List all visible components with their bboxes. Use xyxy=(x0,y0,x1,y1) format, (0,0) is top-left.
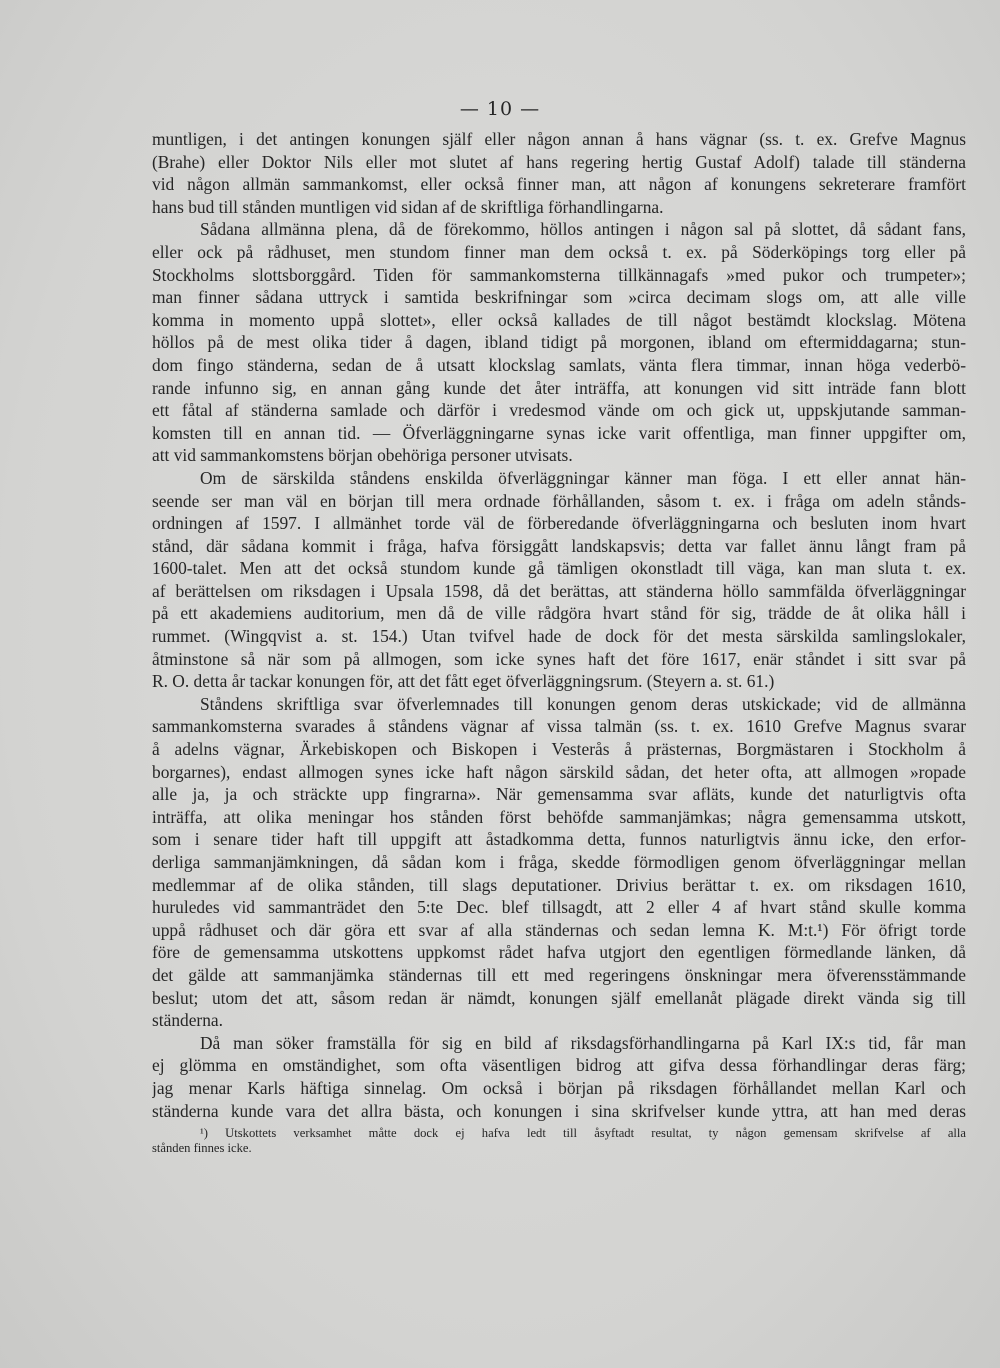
text-line: Stockholms slottsborggård. Tiden för sammankomsterna tillkännagafs »med pukor och trumpeter»; xyxy=(152,264,966,285)
text-line: Om de särskilda ståndens enskilda öfverläggningar känner man föga. I ett eller annat hän- xyxy=(200,467,966,488)
text-line: uppå rådhuset och där göra ett svar af alla ständernas och sedan lemna K. M:t.¹) För öfrigt torde xyxy=(152,919,966,940)
text-line: som i senare tider haft till uppgift att åstadkomma detta, funnos naturligtvis ännu icke, den erfor- xyxy=(152,829,966,850)
text-line: komma in momento uppå slottet», eller också kallades de till något bestämdt klockslag. Mötena xyxy=(152,309,966,330)
text-line: Ståndens skriftliga svar öfverlemnades till konungen genom deras utskickade; vid de allmänna xyxy=(200,693,966,714)
text-line: borgarnes), endast allmogen synes icke haft någon särskild sådan, det heter ofta, att allmogen »ropade xyxy=(152,761,966,782)
text-line: sammankomsterna svarades å ståndens vägnar af vissa talmän (ss. t. ex. 1610 Grefve Magnus svarar xyxy=(152,716,966,737)
text-line: ej glömma en omständighet, som ofta väsentligen bidrog att gifva dessa förhandlingar deras färg; xyxy=(152,1055,966,1076)
text-line: stånd, där sådana kommit i fråga, hafva försiggått landskapsvis; detta var fallet ännu långt fram på xyxy=(152,535,966,556)
text-line: jag menar Karls häftiga sinnelag. Om också i början på riksdagen förhållandet mellan Karl och xyxy=(152,1077,966,1098)
text-line: komsten till en annan tid. — Öfverläggningarne synas icke varit offentliga, man finner uppgifter om, xyxy=(152,422,966,443)
text-line: att vid sammankomstens början obehöriga personer utvisats. xyxy=(152,445,573,466)
footnote-line: stånden finnes icke. xyxy=(152,1141,252,1155)
text-line: vid någon allmän sammankomst, eller också finner man, att någon af konungens sekreterare framfört xyxy=(152,174,966,195)
text-line: eller ock på rådhuset, men stundom finner man dem också t. ex. på Söderköpings torg eller på xyxy=(152,241,966,262)
footnotes xyxy=(152,1126,966,1156)
text-line: hans bud till stånden muntligen vid sidan af de skriftliga förhandlingarna. xyxy=(152,196,664,217)
text-line: höllos på de mest olika tider å dagen, ibland tidigt på morgonen, ibland om eftermiddagarna; stun- xyxy=(152,332,966,353)
text-line: Då man söker framställa för sig en bild af riksdagsförhandlingarna på Karl IX:s tid, får man xyxy=(200,1032,966,1053)
text-line: muntligen, i det antingen konungen själf eller någon annan å hans vägnar (ss. t. ex. Grefve Magnus xyxy=(152,129,966,149)
text-line: före de gemensamma utskottens uppkomst rådet hafva utgjort den egentligen förmedlande länken, då xyxy=(152,942,966,963)
text-line: dom fingo ständerna, sedan de å utsatt klockslag samlats, vänta flera timmar, innan höga vederbö- xyxy=(152,354,966,375)
text-line: R. O. detta år tackar konungen för, att det fått eget öfverläggningsrum. (Steyern a. st. 61.) xyxy=(152,671,775,692)
text-line: man finner sådana uttryck i samtida beskrifningar som »circa decimam slogs om, att alle ville xyxy=(152,287,966,308)
text-line: medlemmar af de olika stånden, till slags deputationer. Drivius berättar t. ex. om riksdagen 1610, xyxy=(152,874,966,895)
text-line: rummet. (Wingqvist a. st. 154.) Utan tvifvel hade de dock för det mesta särskilda samlingslokaler, xyxy=(152,626,966,647)
text-line: huruledes vid sammanträdet den 5:te Dec. blef tillsagdt, att 2 eller 4 af hvart stånd skulle komma xyxy=(152,897,966,918)
text-line: af berättelsen om riksdagen i Upsala 1598, då det berättas, att ständerna höllo sammfälda öfverläggningar xyxy=(152,580,966,601)
text-line: inträffa, att olika meningar hos stånden först behöfde sammanjämkas; några gemensamma utskott, xyxy=(152,806,966,827)
text-line: ett fåtal af ständerna samlade och därför i vredesmod vände om och gick ut, uppskjutande samman- xyxy=(152,400,966,421)
text-line: seende ser man väl en början till mera ordnade förhållanden, såsom t. ex. i fråga om adeln stånds- xyxy=(152,490,966,511)
page-number: — 10 — xyxy=(459,98,541,120)
text-line: 1600-talet. Men att det också stundom kunde gå tämligen okonstladt till väga, kan man sluta t. ex. xyxy=(152,558,966,579)
text-line: derliga sammanjämkningen, då sådan kom i fråga, skedde förmodligen genom öfverläggningar mellan xyxy=(152,852,966,872)
text-line: åtminstone så när som på allmogen, som icke synes haft det före 1617, enär ståndet i sitt svar på xyxy=(152,648,966,669)
text-line: Sådana allmänna plena, då de förekommo, höllos antingen i någon sal på slottet, då sådant fans, xyxy=(200,219,966,240)
text-line: (Brahe) eller Doktor Nils eller mot slutet af hans regering hertig Gustaf Adolf) talade till ständerna xyxy=(152,151,966,172)
text-line: alle ja, ja och sträckte upp fingrarna». När gemensamma svar afläts, kunde det naturligtvis ofta xyxy=(152,784,966,805)
text-line: beslut; utom det att, såsom redan är nämdt, konungen själf emellanåt plägade direkt vända sig till xyxy=(152,987,966,1008)
text-line: ständerna. xyxy=(152,1010,223,1031)
text-line: ständerna kunde vara det allra bästa, och konungen i sina skrifvelser kunde yttra, att han med deras xyxy=(152,1100,966,1121)
footnote-line: ¹) Utskottets verksamhet måtte dock ej hafva ledt till åsyftadt resultat, ty någon gemensam skrifvelse af alla xyxy=(200,1126,966,1140)
text-line: rande infunno sig, en annan gång kunde det åter inträffa, att konungen vid sitt inträde fann blott xyxy=(152,377,966,398)
text-line: å adelns vägnar, Ärkebiskopen och Biskopen i Vesterås å prästernas, Borgmästaren i Stockholm å xyxy=(152,739,966,760)
text-line: ordningen af 1597. I allmänhet torde väl de förberedande öfverläggningarna och besluten inom hvart xyxy=(152,513,966,534)
text-line: på ett akademiens auditorium, men då de ville rådgöra hvart stånd för sig, trädde de åt olika håll i xyxy=(152,603,966,624)
text-line: det gälde att sammanjämka ständernas till ett med regeringens önskningar mera öfverensstämmande xyxy=(152,964,966,985)
body-text xyxy=(152,128,966,1122)
